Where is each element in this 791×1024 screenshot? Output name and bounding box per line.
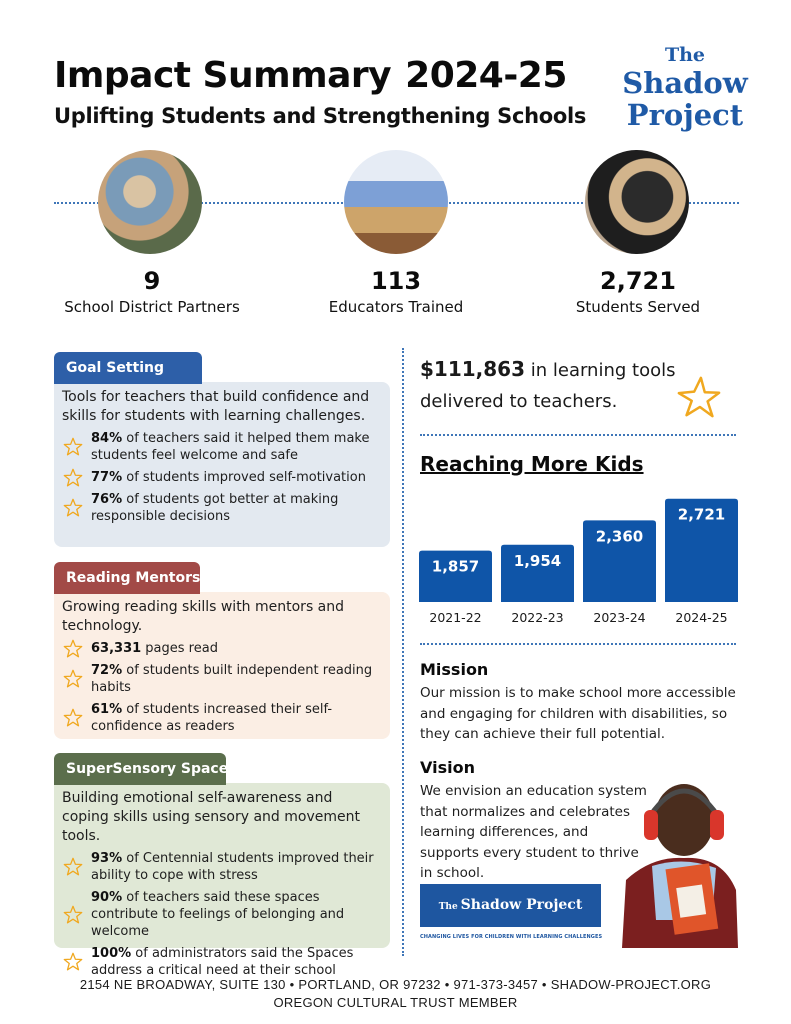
x-tick-label: 2022-23 — [511, 610, 564, 625]
shadow-project-logo — [620, 46, 750, 133]
chart-title: Reaching More Kids — [420, 452, 644, 476]
list-item — [62, 662, 382, 696]
students-photo — [585, 150, 689, 254]
classroom-photo — [98, 150, 202, 254]
item-highlight: 84% — [91, 431, 123, 446]
x-tick-label: 2021-22 — [429, 610, 482, 625]
stat-district-partners — [42, 266, 262, 316]
bar-value-label: 1,954 — [513, 551, 562, 570]
section-divider — [420, 643, 736, 645]
logo-line-1: The — [664, 44, 706, 66]
list-item — [62, 469, 382, 486]
list-item — [62, 430, 382, 464]
learning-tools-callout — [420, 354, 690, 417]
card-body — [54, 382, 390, 547]
item-highlight: 90% — [91, 890, 123, 905]
item-highlight: 72% — [91, 663, 123, 678]
x-tick-label: 2024-25 — [675, 610, 728, 625]
item-text: of students built independent reading habits — [91, 663, 373, 695]
column-divider — [402, 348, 404, 956]
item-highlight: 61% — [91, 702, 123, 717]
item-text: of teachers said these spaces contribute to feelings of belonging and welcome — [91, 890, 345, 939]
card-tab-title: Reading Mentors — [54, 562, 200, 594]
bar-value-label: 2,721 — [677, 505, 726, 524]
vision-heading: Vision — [420, 758, 475, 777]
footer — [0, 976, 791, 1012]
item-text: of teachers said it helped them make students feel welcome and safe — [91, 431, 370, 463]
star-outline-icon — [62, 436, 84, 458]
logo-line-2: Shadow — [622, 66, 748, 100]
student-with-book-photo — [612, 770, 738, 948]
bar-value-label: 2,360 — [595, 527, 644, 546]
title-year: 2024-25 — [405, 55, 567, 96]
reaching-more-kids-chart — [416, 488, 740, 628]
footer-contact: 2154 NE BROADWAY, SUITE 130 • PORTLAND, OR 97232 • 971-373-3457 • SHADOW-PROJECT.ORG — [79, 977, 712, 992]
stat-label: School District Partners — [64, 298, 240, 316]
shadow-project-banner — [420, 884, 601, 927]
mission-heading: Mission — [420, 660, 489, 679]
item-highlight: 93% — [91, 851, 123, 866]
star-outline-icon — [62, 856, 84, 878]
list-item — [62, 701, 382, 735]
educator-training-photo — [344, 150, 448, 254]
page-title — [54, 55, 567, 96]
item-highlight: 63,331 — [91, 641, 142, 656]
card-intro: Building emotional self-awareness and coping skills using sensory and movement tools. — [62, 790, 360, 844]
item-text: of students improved self-motivation — [122, 470, 366, 485]
card-intro: Tools for teachers that build confidence and skills for students with learning challenges. — [62, 389, 370, 424]
list-item — [62, 889, 382, 940]
item-highlight: 100% — [91, 946, 132, 961]
x-tick-label: 2023-24 — [593, 610, 646, 625]
stat-label: Educators Trained — [328, 298, 464, 316]
list-item — [62, 491, 382, 525]
star-outline-icon — [62, 951, 84, 973]
tools-text: in learning tools delivered to teachers. — [420, 360, 676, 412]
stat-value: 113 — [370, 267, 422, 295]
banner-the: The — [438, 902, 458, 912]
star-outline-icon — [62, 467, 84, 489]
card-tab-title: SuperSensory Spaces — [54, 753, 226, 785]
star-outline-icon — [62, 668, 84, 690]
program-card-goal-setting — [54, 352, 390, 547]
vision-text: We envision an education system that normalizes and celebrates learning differences, and supports every student to thrive in school. — [420, 783, 647, 881]
star-outline-icon — [62, 904, 84, 926]
card-intro: Growing reading skills with mentors and technology. — [62, 599, 345, 634]
mission-text: Our mission is to make school more accessible and engaging for children with disabilities, so they can achieve their full potential. — [420, 685, 736, 742]
logo-line-3: Project — [626, 98, 744, 132]
page-subtitle: Uplifting Students and Strengthening Schools — [54, 104, 587, 128]
list-item — [62, 850, 382, 884]
stat-value: 9 — [143, 267, 161, 295]
list-item — [62, 945, 382, 979]
item-highlight: 77% — [91, 470, 123, 485]
star-outline-icon — [62, 497, 84, 519]
stat-label: Students Served — [575, 298, 701, 316]
program-card-supersensory-spaces — [54, 753, 390, 978]
item-text: of Centennial students improved their ability to cope with stress — [91, 851, 374, 883]
card-body — [54, 783, 390, 978]
list-item — [62, 640, 382, 657]
card-tab-title: Goal Setting — [54, 352, 202, 384]
banner-name: Shadow Project — [460, 897, 583, 913]
stat-students-served — [528, 266, 748, 316]
item-highlight: 76% — [91, 492, 123, 507]
bar-value-label: 1,857 — [431, 557, 480, 576]
card-body — [54, 592, 390, 739]
stat-educators-trained — [286, 266, 506, 316]
banner-tagline: CHANGING LIVES FOR CHILDREN WITH LEARNING CHALLENGES — [420, 934, 603, 940]
program-card-reading-mentors — [54, 562, 390, 739]
title-text: Impact Summary — [54, 55, 392, 96]
star-outline-icon — [62, 707, 84, 729]
item-text: of students increased their self-confidence as readers — [91, 702, 333, 734]
footer-membership: OREGON CULTURAL TRUST MEMBER — [273, 995, 518, 1010]
item-text: of students got better at making responsible decisions — [91, 492, 339, 524]
section-divider — [420, 434, 736, 436]
item-text: of administrators said the Spaces address a critical need at their school — [91, 946, 354, 978]
stat-value: 2,721 — [600, 267, 676, 295]
tools-amount: $111,863 — [420, 357, 526, 381]
item-text: pages read — [141, 641, 218, 656]
star-outline-icon — [62, 638, 84, 660]
star-outline-icon — [676, 374, 722, 420]
